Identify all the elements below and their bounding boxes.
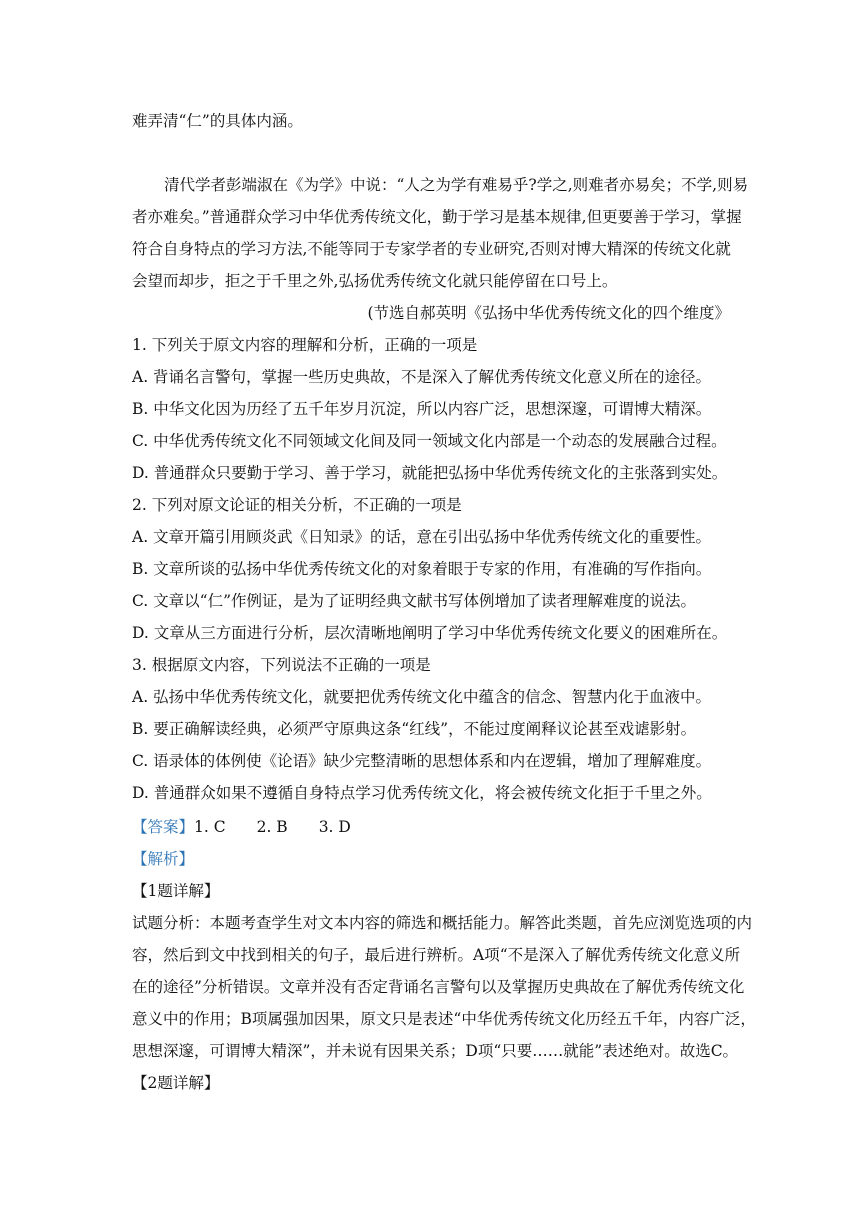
option-c: C. 语录体的体例使《论语》缺少完整清晰的思想体系和内在逻辑，增加了理解难度。 [132, 752, 712, 770]
detail-heading: 【1题详解】 [132, 882, 220, 900]
answer-row [132, 816, 732, 838]
analysis-label: 【解析】 [132, 850, 195, 868]
option-a: A. 背诵名言警句，掌握一些历史典故，不是深入了解优秀传统文化意义所在的途径。 [132, 368, 712, 386]
option-b: B. 文章所谈的弘扬中华优秀传统文化的对象着眼于专家的作用，有准确的写作指向。 [132, 560, 712, 578]
option-d: D. 普通群众如果不遵循自身特点学习优秀传统文化，将会被传统文化拒于千里之外。 [132, 784, 712, 802]
option-a: A. 文章开篇引用顾炎武《日知录》的话，意在引出弘扬中华优秀传统文化的重要性。 [132, 528, 712, 546]
passage-line: 清代学者彭端淑在《为学》中说：“人之为学有难易乎?学之,则难者亦易矣；不学,则易 [164, 176, 749, 194]
detail-heading: 【2题详解】 [132, 1074, 220, 1092]
passage-source: (节选自郝英明《弘扬中华优秀传统文化的四个维度》 [367, 304, 730, 322]
option-b: B. 中华文化因为历经了五千年岁月沉淀，所以内容广泛，思想深邃，可谓博大精深。 [132, 400, 712, 418]
passage-line: 会望而却步，拒之于千里之外,弘扬优秀传统文化就只能停留在口号上。 [132, 272, 618, 290]
answer-label: 【答案】 [132, 818, 195, 836]
passage-line: 难弄清“仁”的具体内涵。 [132, 112, 303, 130]
detail-line: 试题分析：本题考查学生对文本内容的筛选和概括能力。解答此类题，首先应浏览选项的内 [132, 914, 753, 932]
option-b: B. 要正确解读经典，必须严守原典这条“红线”，不能过度阐释议论甚至戏谑影射。 [132, 720, 697, 738]
option-c: C. 中华优秀传统文化不同领域文化间及同一领域文化内部是一个动态的发展融合过程。 [132, 432, 727, 450]
question-stem: 2. 下列对原文论证的相关分析，不正确的一项是 [132, 496, 462, 514]
detail-line: 在的途径”分析错误。文章并没有否定背诵名言警句以及掌握历史典故在了解优秀传统文化 [132, 978, 745, 996]
question-stem: 1. 下列关于原文内容的理解和分析，正确的一项是 [132, 336, 478, 354]
passage-line: 符合自身特点的学习方法,不能等同于专家学者的专业研究,否则对博大精深的传统文化就 [132, 240, 731, 258]
detail-line: 意义中的作用；B项属强加因果，原文只是表述“中华优秀传统文化历经五千年，内容广泛， [132, 1010, 756, 1028]
passage-line: 者亦难矣。”普通群众学习中华优秀传统文化，勤于学习是基本规律,但更要善于学习，掌握 [132, 208, 742, 226]
option-d: D. 普通群众只要勤于学习、善于学习，就能把弘扬中华优秀传统文化的主张落到实处。 [132, 464, 728, 482]
question-stem: 3. 根据原文内容，下列说法不正确的一项是 [132, 656, 431, 674]
option-d: D. 文章从三方面进行分析，层次清晰地阐明了学习中华优秀传统文化要义的困难所在。 [132, 624, 728, 642]
detail-line: 容，然后到文中找到相关的句子，最后进行辨析。A项“不是深入了解优秀传统文化意义所 [132, 946, 741, 964]
option-c: C. 文章以“仁”作例证，是为了证明经典文献书写体例增加了读者理解难度的说法。 [132, 592, 697, 610]
answer-values: 1. C 2. B 3. D [194, 818, 351, 836]
detail-line: 思想深邃，可谓博大精深”，并未说有因果关系；D项“只要……就能”表述绝对。故选C。 [132, 1042, 739, 1060]
option-a: A. 弘扬中华优秀传统文化，就要把优秀传统文化中蕴含的信念、智慧内化于血液中。 [132, 688, 712, 706]
